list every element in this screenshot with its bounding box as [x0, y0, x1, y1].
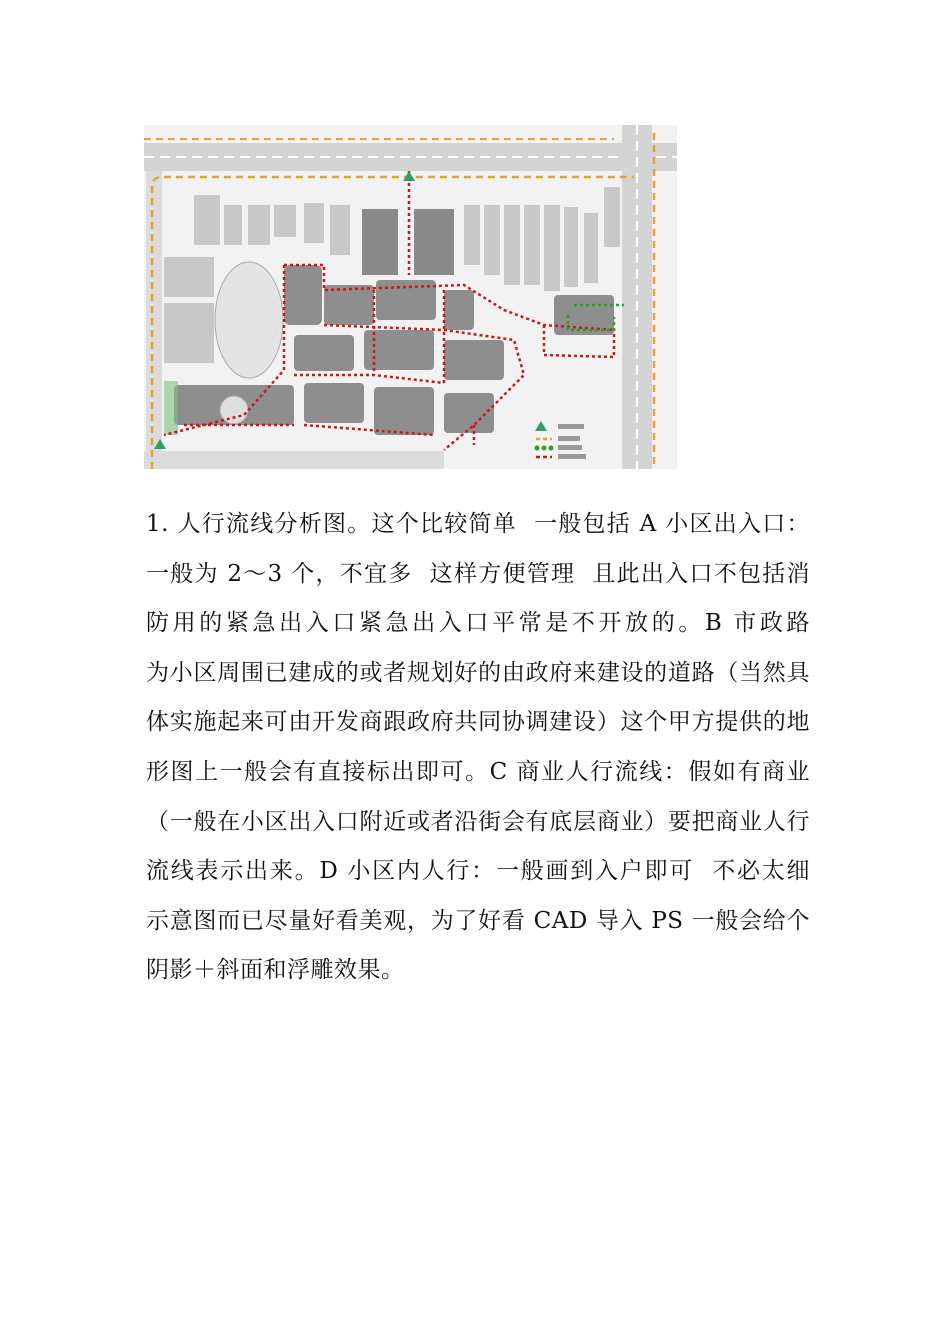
- landscape-garden: [215, 262, 283, 378]
- paragraph-number: 1.: [146, 511, 169, 537]
- pedestrian-flow-description: [146, 500, 873, 996]
- bottom-road: [144, 451, 444, 469]
- left-road: [146, 171, 162, 469]
- pedestrian-flow-analysis-plan: [144, 125, 677, 469]
- green-entrance-area: [164, 381, 178, 435]
- paragraph-text: 人行流线分析图。这个比较简单 一般包括 A 小区出入口：一般为 2～3 个，不宜多 这样方便管理 且此出入口不包括消防用的紧急出入口紧急出入口平常是不开放的。B 市政路 为小区周围已建成的或者规划好的由政府来建设的道路（当然具体实施起来可由开发商跟政府共同协调建设）这个甲方提供的地形图上一般会有直接标出即可。C 商业人行流线：假如有商业（一般在小区出入口附近或者沿街会有底层商业）要把商业人行流线表示出来。D 小区内人行：一般画到入户即可 不必太细 示意图而已尽量好看美观，为了好看 CAD 导入 PS 一般会给个阴影＋斜面和浮雕效果。: [146, 511, 873, 984]
- site-plan-drawing: [144, 125, 677, 469]
